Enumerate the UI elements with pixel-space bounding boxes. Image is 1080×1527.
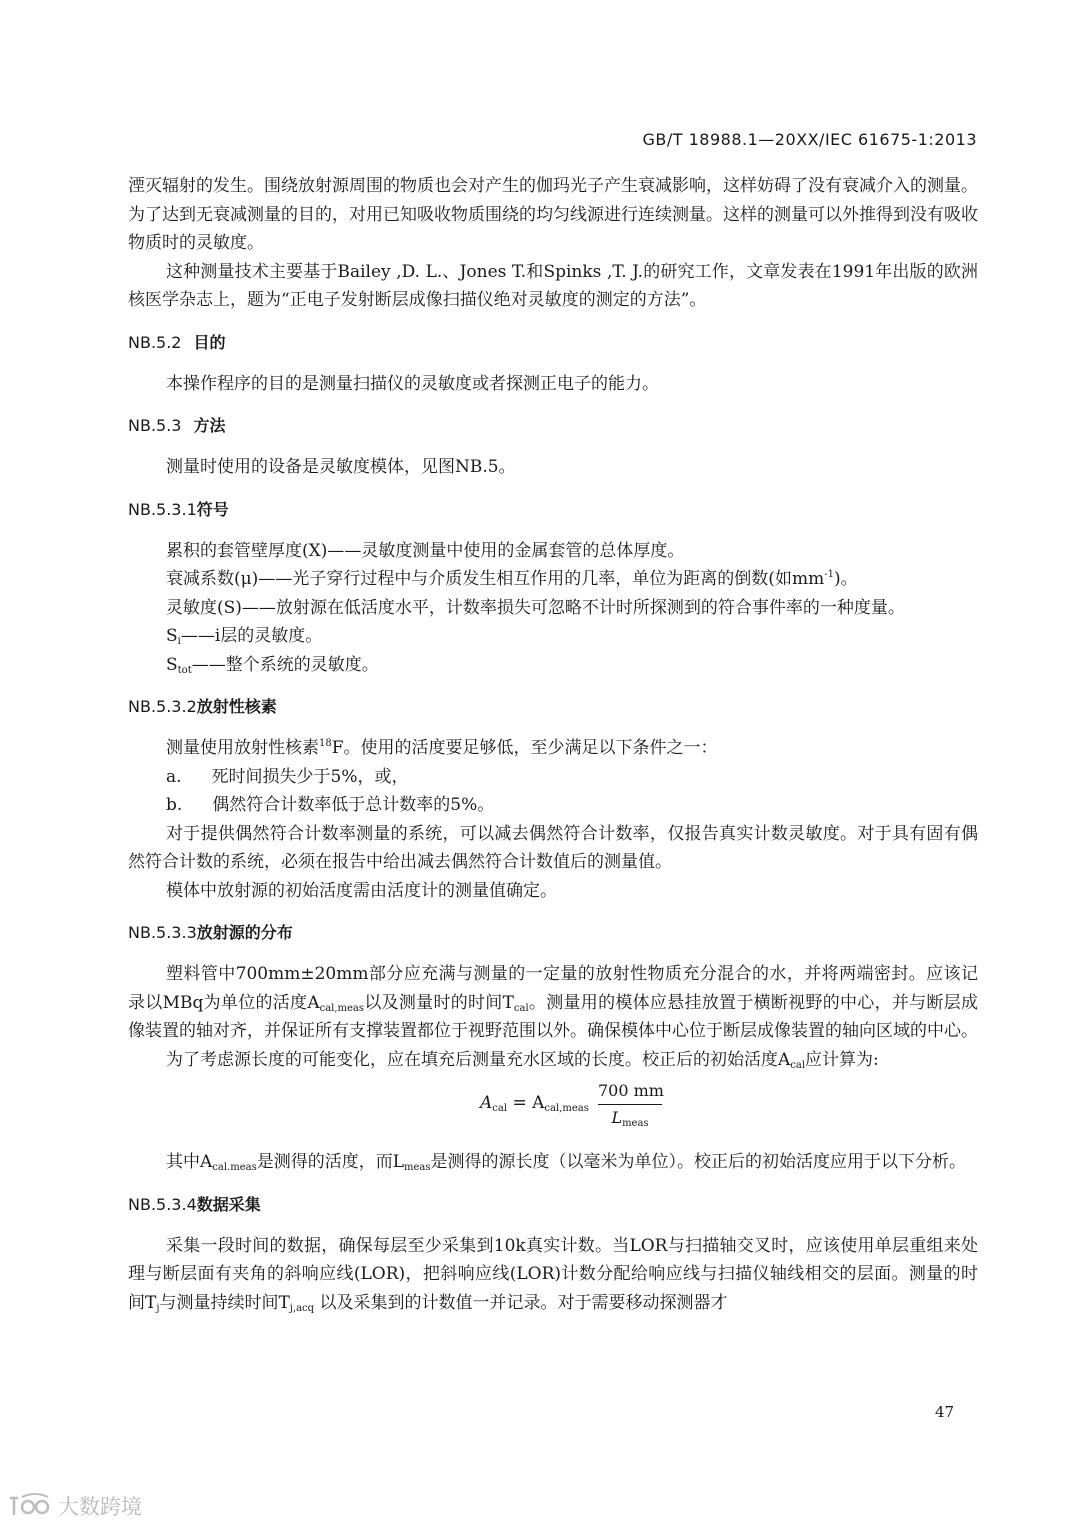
- symbol-definition-thickness: 累积的套管壁厚度(X)——灵敏度测量中使用的金属套管的总体厚度。: [166, 540, 685, 561]
- section-title: 放射源的分布: [196, 923, 293, 942]
- watermark: [8, 1491, 142, 1521]
- symbol-definition-attenuation: 衰减系数(μ)——光子穿行过程中与介质发生相互作用的几率，单位为距离的倒数(如$mm^{-1}$)。: [166, 569, 858, 589]
- section-title: 方法: [193, 416, 226, 435]
- section-number: NB.5.2: [128, 332, 182, 352]
- random-coincidence-paragraph: 对于提供偶然符合计数率测量的系统，可以减去偶然符合计数率，仅报告真实计数灵敏度。对于具有固有偶然符合计数的系统，必须在报告中给出减去偶然符合计数值后的测量值。: [128, 823, 978, 872]
- purpose-paragraph: 本操作程序的目的是测量扫描仪的灵敏度或者探测正电子的能力。: [166, 373, 659, 394]
- section-title: 数据采集: [196, 1194, 261, 1214]
- section-number: NB.5.3.4: [128, 1194, 197, 1214]
- section-heading-nb-5-3-2: [128, 694, 978, 720]
- symbol-definition-slice-sensitivity: $S_i——i$层的灵敏度。: [166, 626, 323, 647]
- formula-denominator: $L_{meas}$: [611, 1108, 649, 1129]
- fraction-bar: [598, 1104, 662, 1105]
- page-number: 47: [935, 1403, 955, 1421]
- symbol-definition-sensitivity: 灵敏度(S)——放射源在低活度水平，计数率损失可忽略不计时所探测到的符合事件率的一种度量。: [166, 597, 905, 618]
- section-title: 符号: [196, 499, 229, 519]
- section-title: 目的: [193, 332, 226, 352]
- section-heading-nb-5-3-3: [128, 920, 978, 946]
- radionuclide-paragraph: 测量使用放射性核素$^{18}$F。使用的活度要足够低，至少满足以下条件之一：: [166, 738, 718, 758]
- data-acquisition-paragraph: 采集一段时间的数据，确保每层至少采集到10k真实计数。当LOR与扫描轴交叉时，应该使用单层重组来处理与断层面有夹角的斜响应线(LOR)，把斜响应线(LOR)计数分配给响应线与扫描仪轴线相交的层面。测量的时间$T_j$与测量持续时间$T_{j,acq}$ 以及采集到的计数值一并记录。对于需要移动探测器才: [128, 1235, 978, 1314]
- section-number: NB.5.3.2: [128, 697, 197, 716]
- section-number: NB.5.3: [128, 416, 182, 435]
- formula-explanation-paragraph: 其中$A_{cal.meas}$是测得的活度，而$L_{meas}$是测得的源长度（以毫米为单位）。校正后的初始活度应用于以下分析。: [166, 1152, 967, 1173]
- standard-number-header: GB/T 18988.1—20XX/IEC 61675-1:2013: [642, 130, 977, 149]
- initial-activity-paragraph: 模体中放射源的初始活度需由活度计的测量值确定。: [166, 880, 557, 901]
- condition-item-a: a. 死时间损失少于5%，或，: [166, 766, 409, 787]
- intro-paragraph-2: 这种测量技术主要基于Bailey ,D. L.、Jones T.和Spinks ,T. J.的研究工作，文章发表在1991年出版的欧洲核医学杂志上，题为“正电子发射断层成像扫描仪绝对灵敏度的测定的方法”。: [128, 261, 978, 310]
- source-length-paragraph: 为了考虑源长度的可能变化，应在填充后测量充水区域的长度。校正后的初始活度$A_{cal}$应计算为:: [166, 1049, 879, 1071]
- activity-correction-formula: [128, 1080, 978, 1140]
- formula-numerator: 700 mm: [598, 1081, 664, 1100]
- section-heading-nb-5-3-4: [128, 1192, 978, 1218]
- section-title: 放射性核素: [196, 697, 277, 716]
- section-heading-nb-5-2: [128, 330, 978, 356]
- condition-item-b: b. 偶然符合计数率低于总计数率的5%。: [166, 795, 495, 815]
- section-heading-nb-5-3: [128, 413, 978, 439]
- section-number: NB.5.3.1: [128, 499, 197, 519]
- method-paragraph: 测量时使用的设备是灵敏度模体，见图NB.5。: [166, 457, 516, 477]
- watermark-logo-icon: [8, 1492, 54, 1520]
- symbol-definition-total-sensitivity: $S_{tot}——$整个系统的灵敏度。: [166, 654, 379, 676]
- formula-fraction: [598, 1080, 662, 1129]
- intro-paragraph-1: 湮灭辐射的发生。围绕放射源周围的物质也会对产生的伽玛光子产生衰减影响，这样妨碍了没有衰减介入的测量。为了达到无衰减测量的目的，对用已知吸收物质围绕的均匀线源进行连续测量。这样的测量可以外推得到没有吸收物质时的灵敏度。: [128, 176, 978, 253]
- section-heading-nb-5-3-1: [128, 497, 978, 523]
- page-content: [128, 172, 978, 1317]
- section-number: NB.5.3.3: [128, 923, 197, 942]
- source-distribution-paragraph: 塑料管中700mm±20mm部分应充满与测量的一定量的放射性物质充分混合的水，并将两端密封。应该记录以MBq为单位的活度$A_{cal,meas}$以及测量时的时间$T_{cal}$。测量用的模体应悬挂放置于横断视野的中心，并与断层成像装置的轴对齐，并保证所有支撑装置都位于视野范围以外。确保模体中心位于断层成像装置的轴向区域的中心。: [128, 964, 978, 1041]
- watermark-text: 大数跨境: [58, 1495, 142, 1519]
- formula-left-side: $A_{cal} = A_{cal,meas}$: [480, 1093, 589, 1114]
